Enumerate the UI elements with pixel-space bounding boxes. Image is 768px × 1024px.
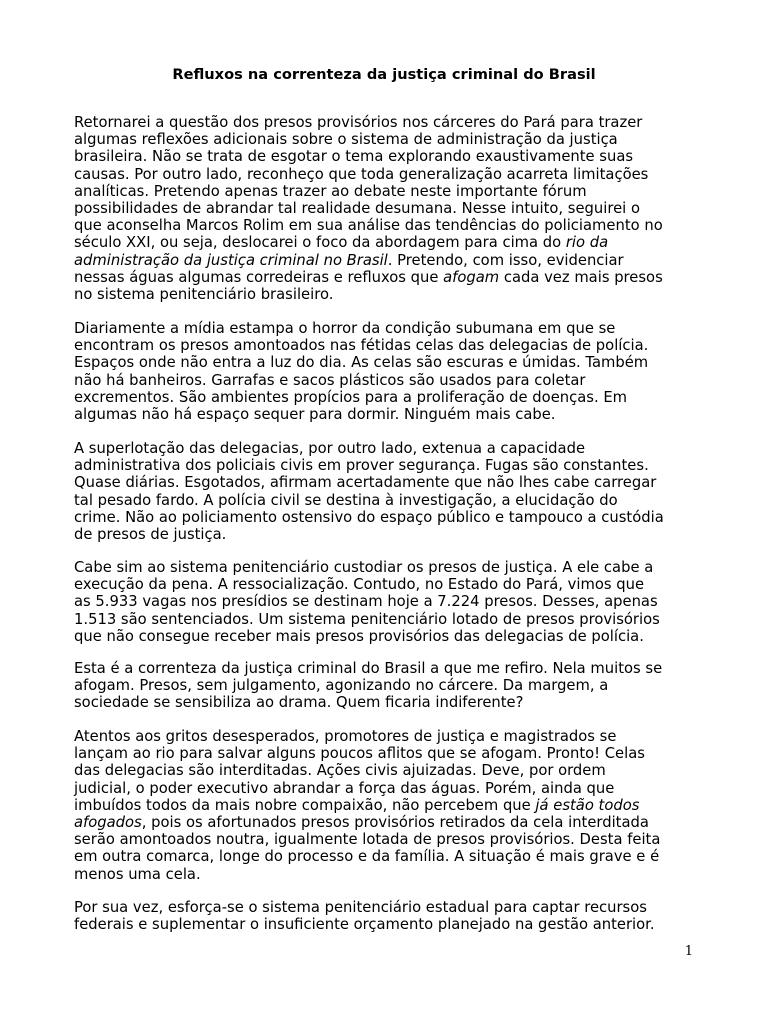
text-run: no sistema penitenciário brasileiro. <box>74 286 334 304</box>
text-line <box>74 131 663 148</box>
text-run: possibilidades de abrandar tal realidade desumana. Nesse intuito, seguirei o <box>74 200 640 218</box>
text-line <box>74 183 663 200</box>
text-line <box>74 440 664 457</box>
text-line <box>74 848 660 865</box>
text-run: Retornarei a questão dos presos provisórios nos cárceres do Pará para trazer <box>74 114 643 131</box>
text-line <box>74 509 664 526</box>
text-run: algumas não há espaço sequer para dormir. Ninguém mais cabe. <box>74 406 556 424</box>
text-line <box>74 269 663 286</box>
document-title: Refluxos na correnteza da justiça criminal do Brasil <box>172 66 596 83</box>
text-run: A superlotação das delegacias, por outro lado, extenua a capacidade <box>74 440 586 457</box>
text-line <box>74 916 655 933</box>
paragraph-4 <box>74 559 660 645</box>
paragraph-6 <box>74 728 660 883</box>
text-run: lançam ao rio para salvar alguns poucos aflitos que se afogam. Pronto! Celas <box>74 745 645 763</box>
text-line <box>74 354 648 371</box>
text-line <box>74 372 648 389</box>
text-run: analíticas. Pretendo apenas trazer ao debate neste importante fórum <box>74 182 587 200</box>
text-run: que não consegue receber mais presos provisórios das delegacias de polícia. <box>74 627 644 645</box>
text-line <box>74 899 655 916</box>
italic-text: afogam <box>443 268 500 286</box>
text-line <box>74 660 662 677</box>
text-run: execução da pena. A ressocialização. Contudo, no Estado do Pará, vimos que <box>74 576 645 594</box>
text-run: imbuídos todos da mais nobre compaixão, não percebem que <box>74 796 536 814</box>
text-line <box>74 286 663 303</box>
text-line <box>74 217 663 234</box>
text-run: sociedade se sensibiliza ao drama. Quem ficaria indiferente? <box>74 694 524 712</box>
text-line <box>74 148 663 165</box>
text-line <box>74 866 660 883</box>
text-line <box>74 576 660 593</box>
text-run: de presos de justiça. <box>74 526 227 544</box>
text-run: , pois os afortunados presos provisórios retirados da cela interditada <box>141 814 649 832</box>
text-line <box>74 611 660 628</box>
text-run: das delegacias são interditadas. Ações civis ajuizadas. Deve, por ordem <box>74 762 606 780</box>
text-line <box>74 337 648 354</box>
text-run: as 5.933 vagas nos presídios se destinam hoje a 7.224 presos. Desses, apenas <box>74 593 658 611</box>
paragraph-1 <box>74 114 663 303</box>
text-line <box>74 628 660 645</box>
text-run: em outra comarca, longe do processo e da família. A situação é mais grave e é <box>74 848 660 866</box>
text-line <box>74 593 660 610</box>
paragraph-2 <box>74 320 648 423</box>
text-run: Esta é a correnteza da justiça criminal do Brasil a que me refiro. Nela muitos se <box>74 660 663 677</box>
italic-text: rio da <box>565 234 609 252</box>
text-run: tal pesado fardo. A polícia civil se destina à investigação, a elucidação do <box>74 491 618 509</box>
text-line <box>74 694 662 711</box>
text-run: Diariamente a mídia estampa o horror da condição subumana em que se <box>74 320 616 337</box>
text-run: 1.513 são sentenciados. Um sistema penitenciário lotado de presos provisórios <box>74 610 660 628</box>
text-run: causas. Por outro lado, reconheço que toda generalização acarreta limitações <box>74 165 649 183</box>
text-run: encontram os presos amontoados nas fétidas celas das delegacias de polícia. <box>74 337 649 355</box>
text-line <box>74 728 660 745</box>
paragraph-7 <box>74 899 655 933</box>
text-run: judicial, o poder executivo abrandar a força das águas. Porém, ainda que <box>74 779 615 797</box>
text-line <box>74 677 662 694</box>
text-run: Quase diárias. Esgotados, afirmam acertadamente que não lhes cabe carregar <box>74 474 657 492</box>
text-line <box>74 234 663 251</box>
text-run: federais e suplementar o insuficiente orçamento planejado na gestão anterior. <box>74 916 655 934</box>
text-run: crime. Não ao policiamento ostensivo do espaço público e tampouco a custódia <box>74 508 664 526</box>
text-line <box>74 492 664 509</box>
text-line <box>74 559 660 576</box>
text-run: não há banheiros. Garrafas e sacos plásticos são usados para coletar <box>74 371 586 389</box>
text-line <box>74 526 664 543</box>
text-line <box>74 745 660 762</box>
text-run: algumas reflexões adicionais sobre o sistema de administração da justiça <box>74 131 618 149</box>
text-line <box>74 831 660 848</box>
text-line <box>74 762 660 779</box>
text-run: brasileira. Não se trata de esgotar o tema explorando exaustivamente suas <box>74 148 634 166</box>
text-line <box>74 797 660 814</box>
text-line <box>74 457 664 474</box>
text-run: século XXI, ou seja, deslocarei o foco da abordagem para cima do <box>74 234 566 252</box>
text-run: Atentos aos gritos desesperados, promotores de justiça e magistrados se <box>74 728 617 745</box>
text-run: administrativa dos policiais civis em prover segurança. Fugas são constantes. <box>74 457 649 475</box>
text-line <box>74 114 663 131</box>
text-run: excrementos. São ambientes propícios para a proliferação de doenças. Em <box>74 388 628 406</box>
text-run: Espaços onde não entra a luz do dia. As celas são escuras e úmidas. Também <box>74 354 649 372</box>
text-run: . Pretendo, com isso, evidenciar <box>387 251 624 269</box>
text-line <box>74 814 660 831</box>
italic-text: já estão todos <box>535 796 640 814</box>
text-line <box>74 474 664 491</box>
text-run: nessas águas algumas corredeiras e refluxos que <box>74 268 444 286</box>
text-run: serão amontoados noutra, igualmente lotada de presos provisórios. Desta feita <box>74 831 661 849</box>
text-line <box>74 252 663 269</box>
text-run: afogam. Presos, sem julgamento, agonizando no cárcere. Da margem, a <box>74 677 609 695</box>
page-number: 1 <box>684 944 693 959</box>
text-line <box>74 320 648 337</box>
paragraph-3 <box>74 440 664 543</box>
text-line <box>74 200 663 217</box>
text-run: menos uma cela. <box>74 865 201 883</box>
text-line <box>74 166 663 183</box>
text-run: Cabe sim ao sistema penitenciário custodiar os presos de justiça. A ele cabe a <box>74 559 654 576</box>
text-line <box>74 406 648 423</box>
text-run: Por sua vez, esforça-se o sistema penitenciário estadual para captar recursos <box>74 899 647 916</box>
text-run: que aconselha Marcos Rolim em sua análise das tendências do policiamento no <box>74 217 663 235</box>
text-line <box>74 780 660 797</box>
italic-text: administração da justiça criminal no Brasil <box>74 251 388 269</box>
paragraph-5 <box>74 660 662 712</box>
text-line <box>74 389 648 406</box>
text-run: cada vez mais presos <box>499 268 663 286</box>
italic-text: afogados <box>74 814 142 832</box>
